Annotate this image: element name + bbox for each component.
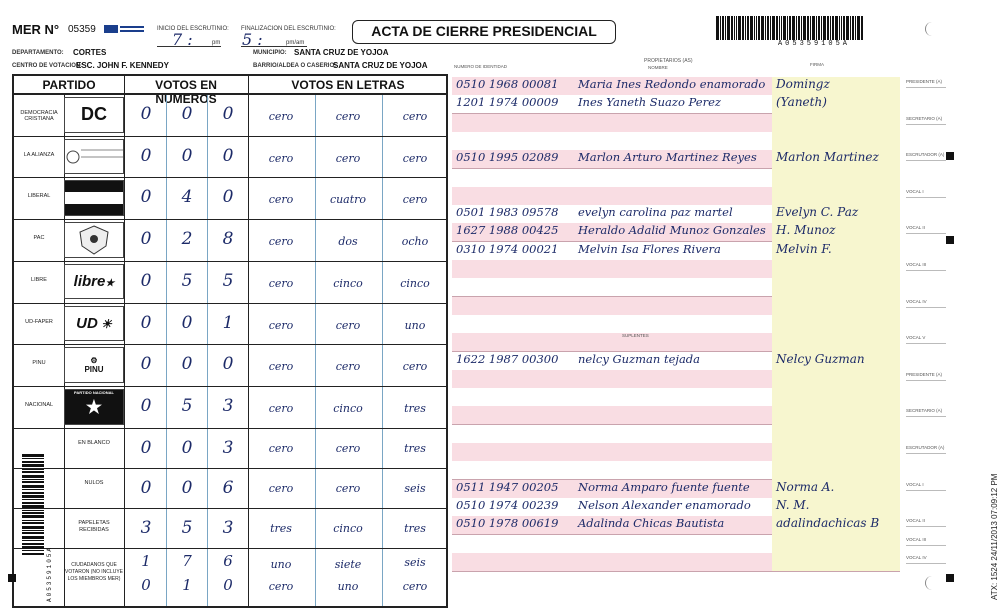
vote-word: cero	[268, 318, 294, 332]
member-name: Adalinda Chicas Bautista	[578, 516, 725, 530]
summary-digit: 3	[222, 518, 234, 538]
member-id: 0310 1974 00021	[456, 242, 559, 256]
last-word-2: siete	[334, 558, 362, 571]
role-label: PRESIDENTE (A)	[906, 372, 943, 377]
vote-word: cero	[335, 151, 361, 165]
vote-digit: 0	[140, 229, 152, 250]
vote-word: cero	[268, 276, 294, 290]
header-barcode-text: A05359105A	[777, 40, 850, 48]
vote-word: cero	[268, 193, 294, 207]
finalizacion-pm: pm/am	[286, 40, 305, 46]
vote-word: cero	[402, 151, 428, 165]
member-name: Nelson Alexander enamorado	[578, 498, 751, 512]
role-label: SECRETARIO (A)	[906, 116, 943, 121]
libre-logo: libre★	[73, 273, 115, 291]
role-label: ESCRUTADOR (A)	[906, 152, 945, 157]
member-name: nelcy Guzman tejada	[578, 352, 701, 366]
last-word-5: uno	[337, 580, 359, 593]
role-label: VOCAL III	[906, 537, 927, 542]
last-digit-6: 0	[223, 576, 233, 594]
nacional-logo: ★ PARTIDO NACIONAL	[65, 390, 123, 424]
member-signature: Domingz	[776, 77, 830, 91]
barrio-value: SANTA CRUZ DE YOJOA	[333, 61, 428, 70]
last-word-4: cero	[268, 580, 294, 593]
mer-label: MER N°	[12, 22, 60, 37]
vote-digit: 5	[181, 395, 193, 416]
timestamp-stamp: ATX: 1524 24/11/2013 07:09:12 PM	[990, 473, 999, 600]
role-line	[906, 526, 946, 527]
role-label: PRESIDENTE (A)	[906, 79, 943, 84]
row-divider	[452, 571, 900, 572]
role-line	[906, 87, 946, 88]
cne-logo	[104, 22, 146, 34]
vote-word: uno	[404, 318, 426, 332]
last-digit-3: 6	[223, 552, 233, 570]
vote-word: cero	[402, 193, 428, 207]
row-divider	[14, 136, 446, 137]
header-prop: PROPIETARIOS (AS)	[644, 58, 693, 64]
party-logo	[64, 347, 124, 383]
vote-word: cero	[268, 401, 294, 415]
row-divider	[14, 261, 446, 262]
party-name: LIBERAL	[27, 193, 51, 200]
vote-word: cero	[268, 235, 294, 249]
row-divider	[14, 177, 446, 178]
suplentes-label: SUPLENTES	[622, 333, 649, 338]
members-header	[452, 56, 900, 76]
summary-word: tres	[404, 522, 426, 535]
last-word-1: uno	[270, 558, 292, 571]
member-signature: Evelyn C. Paz	[776, 205, 859, 219]
vote-digit: 0	[181, 104, 193, 124]
summary-word: cero	[335, 482, 361, 495]
party-logo	[64, 389, 124, 425]
row-divider	[14, 468, 446, 469]
party-name: PINU	[32, 360, 46, 367]
vote-word: dos	[338, 235, 358, 249]
member-signature: Marlon Martinez	[776, 150, 879, 164]
inicio-value: 7 :	[172, 30, 193, 49]
party-logo	[64, 180, 124, 216]
finalizacion-line	[241, 46, 307, 47]
vote-digit: 0	[181, 354, 193, 375]
summary-digit: 5	[181, 518, 193, 538]
header-firma: FIRMA	[810, 62, 824, 67]
row-divider	[14, 94, 446, 95]
header-id: NUMERO DE IDENTIDAD	[454, 64, 508, 69]
summary-word: cero	[268, 442, 294, 455]
vote-digit: 0	[222, 104, 234, 124]
row-divider	[14, 508, 446, 509]
vote-digit: 0	[222, 354, 234, 375]
col-partido: PARTIDO	[42, 78, 96, 92]
member-name: Norma Amparo fuente fuente	[578, 480, 750, 494]
summary-label: NULOS	[84, 480, 104, 486]
role-line	[906, 545, 946, 546]
summary-label: PAPELETAS RECIBIDAS	[78, 520, 110, 533]
barrio-label: BARRIO/ALDEA O CASERIO:	[253, 63, 337, 69]
pinu-logo: ⚙ PINU	[84, 356, 104, 375]
summary-word: tres	[270, 522, 292, 535]
party-logo	[64, 306, 124, 342]
vote-digit: 8	[222, 229, 234, 250]
vote-word: cero	[268, 360, 294, 374]
member-signature: (Yaneth)	[776, 95, 827, 109]
pac-shield-logo	[74, 224, 114, 256]
vote-digit: 0	[181, 312, 193, 333]
side-barcode	[22, 454, 56, 602]
registration-mark	[946, 152, 954, 160]
summary-word: tres	[404, 442, 426, 455]
summary-label: EN BLANCO	[78, 440, 110, 446]
party-logo	[64, 97, 124, 133]
role-label: ESCRUTADOR (A)	[906, 445, 945, 450]
summary-word: seis	[404, 482, 426, 495]
member-name: evelyn carolina paz martel	[578, 205, 733, 219]
member-signature: adalindachicas B	[776, 516, 880, 530]
role-line	[906, 160, 946, 161]
member-signature: N. M.	[776, 498, 810, 512]
member-id: 0510 1995 02089	[456, 150, 559, 164]
role-label: VOCAL II	[906, 225, 925, 230]
role-label: VOCAL IV	[906, 299, 927, 304]
libre-logo-text: libre	[73, 273, 106, 291]
member-id: 1622 1987 00300	[456, 352, 559, 366]
vote-word: cero	[335, 360, 361, 374]
header-barcode	[716, 16, 912, 52]
summary-digit: 0	[181, 438, 193, 458]
registration-mark	[8, 574, 16, 582]
role-line	[906, 307, 946, 308]
summary-digit: 0	[140, 478, 152, 498]
role-line	[906, 380, 946, 381]
vote-digit: 0	[140, 187, 152, 208]
registration-mark	[946, 574, 954, 582]
role-line	[906, 343, 946, 344]
role-line	[906, 490, 946, 491]
vote-word: cero	[335, 318, 361, 332]
party-logo	[64, 264, 124, 300]
side-barcode-text: A05359105A	[46, 545, 53, 602]
nacional-logo-text: PARTIDO NACIONAL	[74, 389, 114, 395]
member-signature: H. Munoz	[776, 223, 836, 237]
role-line	[906, 453, 946, 454]
member-name: Ines Yaneth Suazo Perez	[578, 95, 721, 109]
last-word-6: cero	[402, 580, 428, 593]
ud-logo: UD ☀	[76, 314, 112, 332]
centro-value: ESC. JOHN F. KENNEDY	[76, 61, 169, 70]
inicio-pm: pm	[212, 40, 221, 46]
summary-digit: 3	[140, 518, 152, 538]
role-label: SECRETARIO (A)	[906, 408, 943, 413]
member-name: Marlon Arturo Martinez Reyes	[578, 150, 757, 164]
role-line	[906, 563, 946, 564]
vote-word: cero	[402, 360, 428, 374]
vote-word: cinco	[400, 276, 430, 290]
inicio-line	[157, 46, 221, 47]
col-letras: VOTOS EN LETRAS	[291, 78, 405, 92]
finalizacion-label: FINALIZACION DEL ESCRUTINIO:	[241, 26, 336, 32]
role-label: VOCAL V	[906, 335, 926, 340]
vote-digit: 0	[140, 354, 152, 375]
vote-word: ocho	[401, 235, 429, 249]
member-id: 0510 1974 00239	[456, 498, 559, 512]
alianza-logo	[65, 142, 123, 172]
vote-digit: 0	[140, 270, 152, 291]
vote-word: cero	[268, 110, 294, 123]
vote-digit: 0	[222, 145, 234, 166]
summary-digit: 0	[181, 478, 193, 498]
last-digit-1: 1	[141, 552, 151, 570]
inicio-label: INICIO DEL ESCRUTINIO:	[157, 26, 229, 32]
member-id: 0501 1983 09578	[456, 205, 559, 219]
party-name: DEMOCRACIA CRISTIANA	[20, 110, 58, 122]
summary-word: cero	[335, 442, 361, 455]
vote-digit: 3	[222, 395, 234, 416]
party-name: NACIONAL	[24, 401, 54, 408]
votes-table	[12, 74, 448, 608]
row-divider	[14, 386, 446, 387]
vote-digit: 0	[222, 187, 234, 208]
vote-digit: 0	[181, 145, 193, 166]
party-name: LA ALIANZA	[23, 151, 55, 158]
role-line	[906, 233, 946, 234]
vote-digit: 5	[222, 270, 234, 291]
last-digit-2: 7	[182, 552, 192, 570]
last-digit-4: 0	[141, 576, 151, 594]
vote-word: cero	[268, 151, 294, 165]
dc-logo: DC	[81, 104, 107, 125]
member-id: 0511 1947 00205	[456, 480, 559, 494]
registration-mark	[946, 236, 954, 244]
municipio-value: SANTA CRUZ DE YOJOA	[294, 48, 389, 57]
member-signature: Melvin F.	[776, 242, 832, 256]
corner-arc	[925, 22, 939, 36]
row-divider	[14, 428, 446, 429]
summary-word: cero	[268, 482, 294, 495]
party-name: UD-FAPER	[25, 318, 53, 325]
vote-digit: 0	[140, 104, 152, 124]
member-name: Heraldo Adalid Munoz Gonzales	[578, 223, 766, 237]
vote-word: cinco	[333, 401, 363, 415]
header-nombre: NOMBRE	[648, 65, 668, 70]
role-label: VOCAL IV	[906, 555, 927, 560]
departamento-label: DEPARTAMENTO:	[12, 50, 64, 56]
municipio-label: MUNICIPIO:	[253, 50, 287, 56]
summary-digit: 6	[222, 478, 234, 498]
role-line	[906, 416, 946, 417]
departamento-value: CORTES	[73, 48, 107, 57]
page-title: ACTA DE CIERRE PRESIDENCIAL	[352, 20, 616, 44]
vote-digit: 0	[140, 395, 152, 416]
vote-word: cero	[335, 110, 361, 123]
role-label: VOCAL II	[906, 518, 925, 523]
mer-number: 05359	[68, 24, 96, 35]
role-label: VOCAL I	[906, 482, 924, 487]
vote-digit: 5	[181, 270, 193, 291]
summary-digit: 3	[222, 438, 234, 458]
member-id: 0510 1978 00619	[456, 516, 559, 530]
last-row-label: CIUDADANOS QUE VOTARON (NO INCLUYE LOS MIEMBROS MER)	[65, 562, 123, 582]
party-name: PAC	[33, 235, 45, 242]
vote-digit: 0	[140, 145, 152, 166]
vote-word: tres	[404, 401, 426, 415]
centro-label: CENTRO DE VOTACION:	[12, 63, 83, 69]
vote-digit: 0	[140, 312, 152, 333]
member-signature: Nelcy Guzman	[776, 352, 865, 366]
member-id: 1201 1974 00009	[456, 95, 559, 109]
ud-logo-text: UD	[76, 314, 98, 332]
row-divider	[14, 219, 446, 220]
row-divider	[14, 303, 446, 304]
corner-arc	[925, 576, 939, 590]
summary-digit: 0	[140, 438, 152, 458]
vote-word: cuatro	[329, 193, 367, 207]
role-line	[906, 197, 946, 198]
member-signature: Norma A.	[776, 480, 835, 494]
summary-word: cinco	[333, 522, 363, 535]
liberal-flag-logo	[65, 181, 123, 215]
last-digit-5: 1	[182, 576, 192, 594]
vote-digit: 2	[181, 229, 193, 250]
party-logo	[64, 222, 124, 258]
row-divider	[14, 344, 446, 345]
member-name: Melvin Isa Flores Rivera	[578, 242, 721, 256]
vote-digit: 1	[222, 312, 234, 333]
role-line	[906, 124, 946, 125]
member-name: Maria Ines Redondo enamorado	[578, 77, 766, 91]
col-numeros: VOTOS EN NUMEROS	[155, 78, 217, 106]
party-logo	[64, 139, 124, 175]
finalizacion-value: 5 :	[242, 30, 263, 49]
member-id: 1627 1988 00425	[456, 223, 559, 237]
last-word-3: seis	[404, 556, 426, 569]
role-label: VOCAL I	[906, 189, 924, 194]
role-label: VOCAL III	[906, 262, 927, 267]
role-line	[906, 270, 946, 271]
party-name: LIBRE	[31, 276, 47, 283]
vote-digit: 4	[181, 187, 193, 208]
member-id: 0510 1968 00081	[456, 77, 559, 91]
vote-word: cinco	[333, 276, 363, 290]
pinu-logo-text: PINU	[84, 365, 104, 375]
vote-word: cero	[402, 110, 428, 123]
